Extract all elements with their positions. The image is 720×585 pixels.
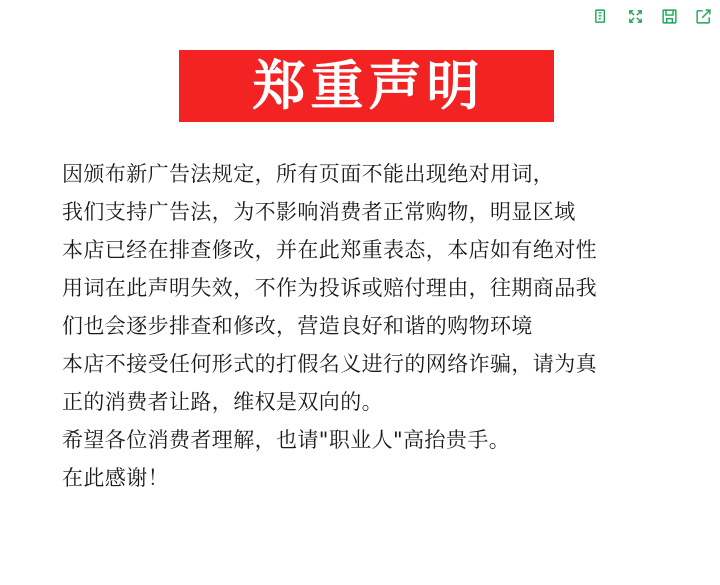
statement-line: 用词在此声明失效，不作为投诉或赔付理由，往期商品我 — [62, 276, 597, 300]
statement-line: 们也会逐步排查和修改，营造良好和谐的购物环境 — [62, 314, 533, 338]
statement-line: 在此感谢！ — [62, 466, 169, 490]
statement-line: 因颁布新广告法规定，所有页面不能出现绝对用词， — [62, 162, 555, 186]
open-external-icon[interactable] — [695, 8, 712, 25]
statement-line: 本店不接受任何形式的打假名义进行的网络诈骗，请为真 — [62, 352, 597, 376]
save-icon[interactable] — [661, 8, 678, 25]
statement-banner — [179, 50, 554, 122]
toolbar — [593, 8, 712, 25]
statement-line: 本店已经在排查修改，并在此郑重表态，本店如有绝对性 — [62, 238, 597, 262]
statement-line: 我们支持广告法，为不影响消费者正常购物，明显区域 — [62, 200, 576, 224]
statement-line: 希望各位消费者理解，也请"职业人"高抬贵手。 — [62, 428, 511, 452]
statement-body — [62, 155, 662, 497]
statement-line: 正的消费者让路，维权是双向的。 — [62, 390, 383, 414]
expand-icon[interactable] — [627, 8, 644, 25]
copy-icon[interactable] — [593, 8, 610, 25]
banner-title: 郑重声明 — [252, 55, 485, 117]
